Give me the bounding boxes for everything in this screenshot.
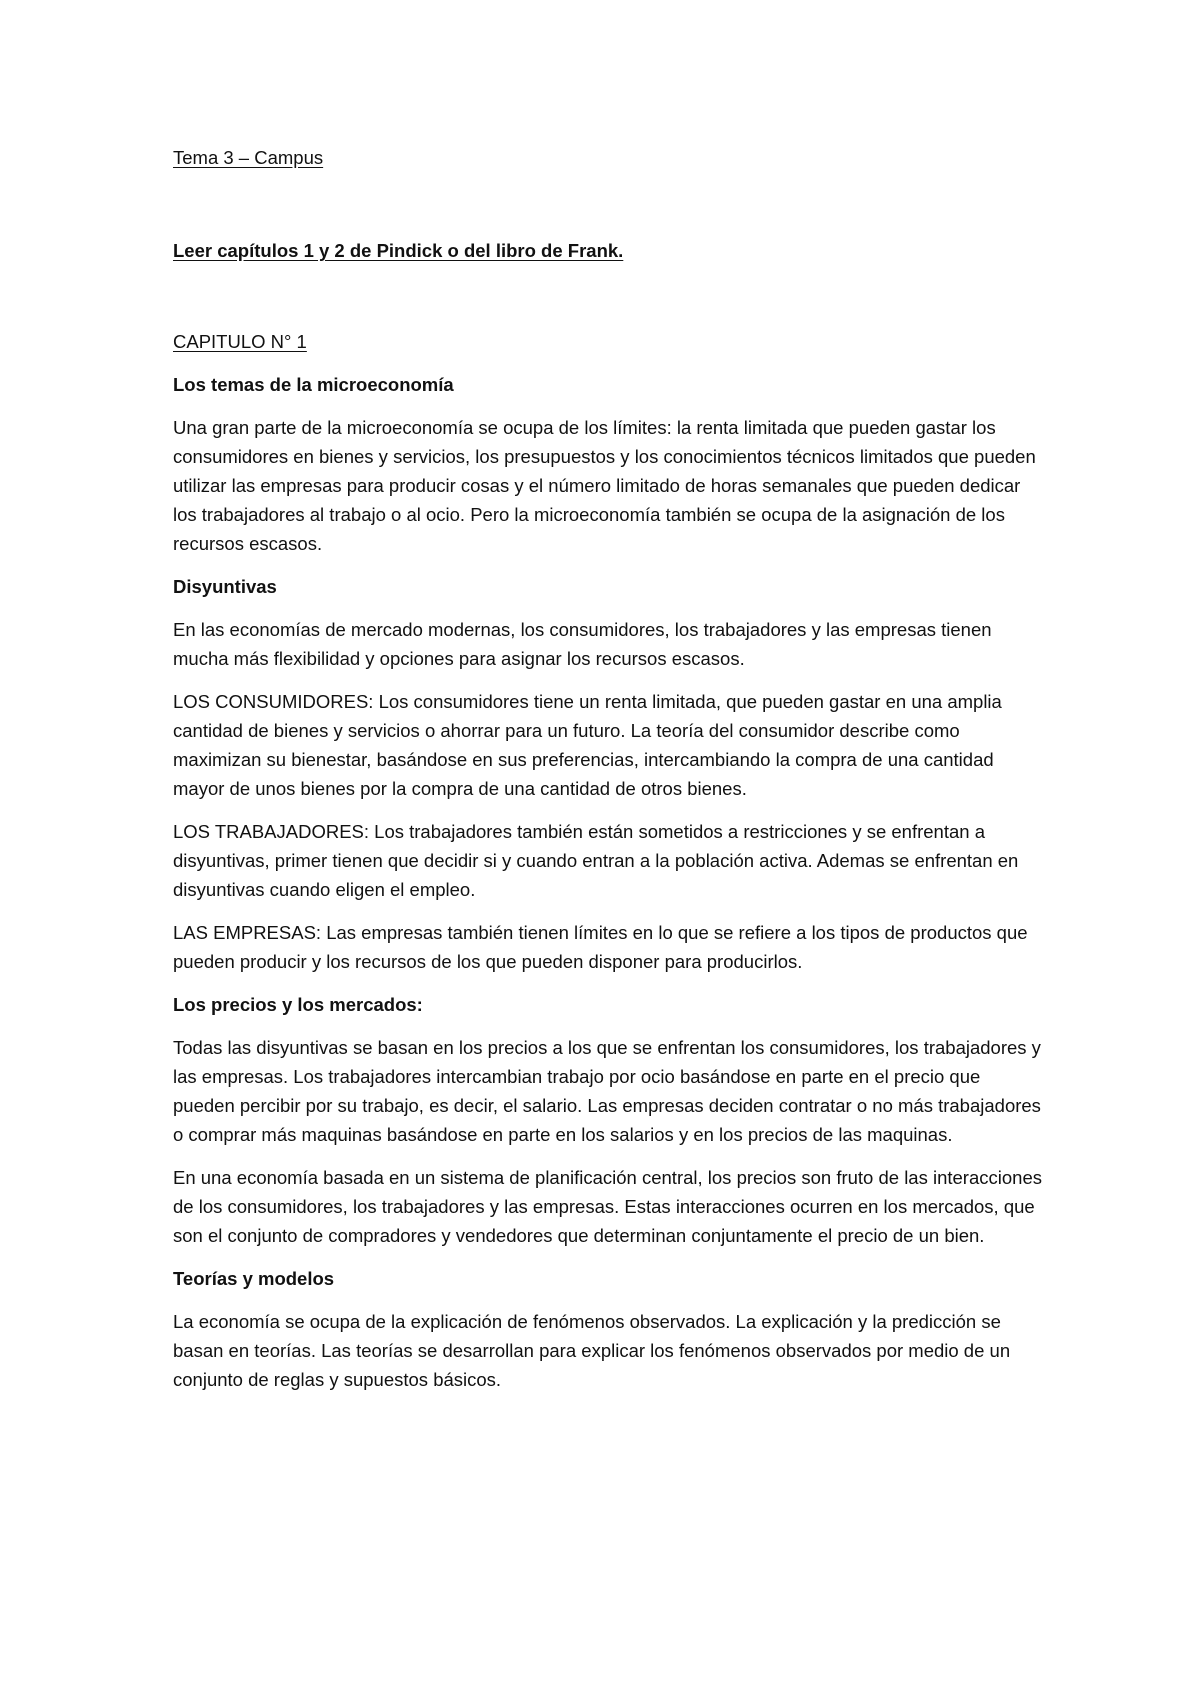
paragraph-disyuntivas: En las economías de mercado modernas, los consumidores, los trabajadores y las empresas tienen mucha más flexibilidad y opciones para asignar los recursos escasos. <box>173 619 992 669</box>
paragraph-trabajadores: LOS TRABAJADORES: Los trabajadores también están sometidos a restricciones y se enfrentan a disyuntivas, primer tienen que decidir si y cuando entran a la población activa. Ademas se enfrentan en disyuntivas cuando eligen el empleo. <box>173 821 1019 900</box>
section-heading-precios: Los precios y los mercados: <box>173 994 423 1015</box>
paragraph-microeconomia: Una gran parte de la microeconomía se ocupa de los límites: la renta limitada que pueden gastar los consumidores en bienes y servicios, los presupuestos y los conocimientos técnicos limitados que pueden utilizar las empresas para producir cosas y el número limitado de horas semanales que pueden dedicar los trabajadores al trabajo o al ocio. Pero la microeconomía también se ocupa de la asignación de los recursos escasos. <box>173 417 1036 554</box>
chapter-heading: CAPITULO N° 1 <box>173 331 307 352</box>
section-heading-teorias: Teorías y modelos <box>173 1268 335 1289</box>
paragraph-precios-2: En una economía basada en un sistema de planificación central, los precios son fruto de las interacciones de los consumidores, los trabajadores y las empresas. Estas interacciones ocurren en los mercados, que son el conjunto de compradores y vendedores que determinan conjuntamente el precio de un bien. <box>173 1167 1042 1246</box>
paragraph-precios-1: Todas las disyuntivas se basan en los precios a los que se enfrentan los consumidores, los trabajadores y las empresas. Los trabajadores intercambian trabajo por ocio basándose en parte en el precio que pueden percibir por su trabajo, es decir, el salario. Las empresas deciden contratar o no más trabajadores o comprar más maquinas basándose en parte en los salarios y en los precios de las maquinas. <box>173 1037 1041 1145</box>
reading-instruction: Leer capítulos 1 y 2 de Pindick o del libro de Frank. <box>173 240 624 261</box>
paragraph-consumidores: LOS CONSUMIDORES: Los consumidores tiene un renta limitada, que pueden gastar en una amplia cantidad de bienes y servicios o ahorrar para un futuro. La teoría del consumidor describe como maximizan su bienestar, basándose en sus preferencias, intercambiando la compra de una cantidad mayor de unos bienes por la compra de una cantidad de otros bienes. <box>173 691 1002 799</box>
document-title: Tema 3 – Campus <box>173 147 324 168</box>
section-heading-disyuntivas: Disyuntivas <box>173 576 277 597</box>
paragraph-empresas: LAS EMPRESAS: Las empresas también tienen límites en lo que se refiere a los tipos de productos que pueden producir y los recursos de los que pueden disponer para producirlos. <box>173 922 1028 972</box>
section-heading-microeconomia: Los temas de la microeconomía <box>173 374 454 395</box>
document-body <box>173 143 1043 1408</box>
paragraph-teorias: La economía se ocupa de la explicación de fenómenos observados. La explicación y la predicción se basan en teorías. Las teorías se desarrollan para explicar los fenómenos observados por medio de un conjunto de reglas y supuestos básicos. <box>173 1311 1011 1390</box>
